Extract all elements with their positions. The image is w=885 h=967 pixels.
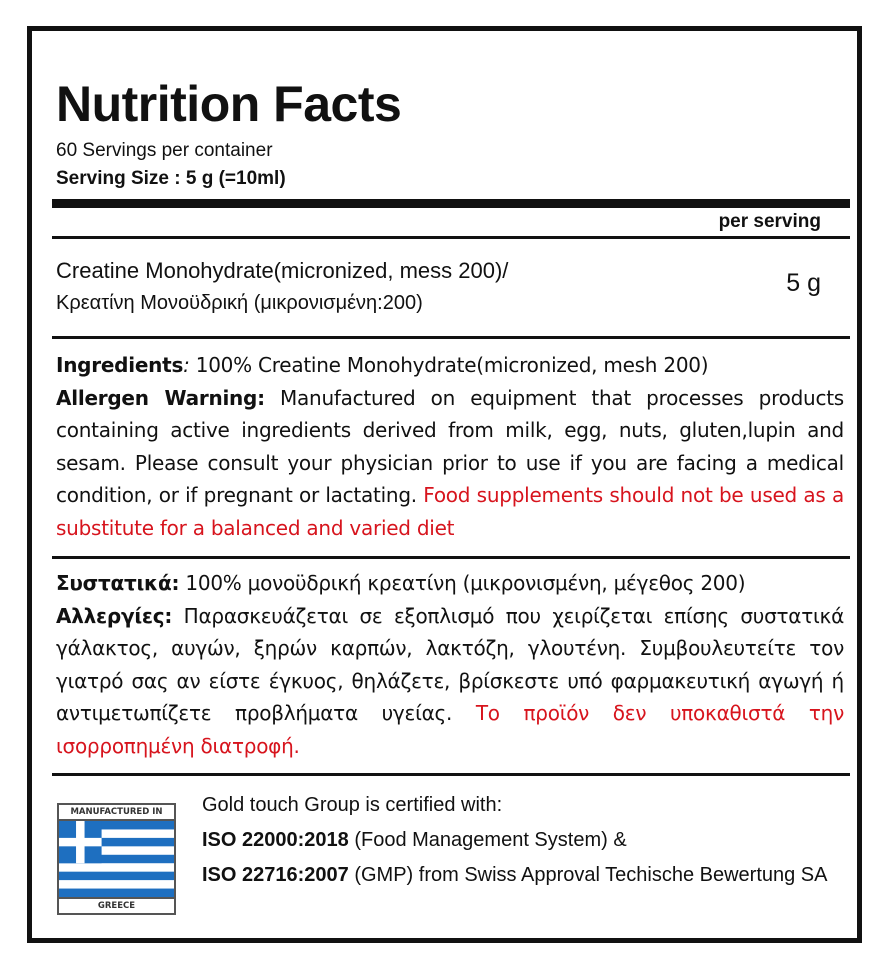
divider <box>52 336 850 339</box>
greek-ingredients-label: Συστατικά: <box>56 571 180 595</box>
english-info-block <box>56 349 844 544</box>
divider <box>52 236 850 239</box>
cert1-desc: (Food Management System) & <box>348 829 627 851</box>
greek-allergen-text: Παρασκευάζεται σε εξοπλισμό που χειρίζεται επίσης συστατικά γάλακτος, αυγών, ξηρών καρπών, λακτόζη, γλουτένη. Συμβουλευτείτε τον γιατρό σας αν είστε έγκυος, θηλάζετε, βρίσκεστε υπό φαρμακευτική αγωγή ή αντιμετωπίζετε προβλήματα υγείας. <box>56 603 844 725</box>
cert2-code: ISO 22716:2007 <box>202 864 349 886</box>
greek-supplement-warning: Το προϊόν δεν υποκαθιστά την ισορροπημένη διατροφή. <box>56 701 844 758</box>
page-title: Nutrition Facts <box>56 76 402 132</box>
certification-line-2 <box>202 858 838 893</box>
greek-allergen-label: Αλλεργίες: <box>56 603 173 628</box>
greek-info-block <box>56 567 844 762</box>
supplement-warning: Food supplements should not be used as a substitute for a balanced and varied diet <box>56 483 844 540</box>
greek-ingredients-text: 100% μονοϋδρική κρεατίνη (μικρονισμένη, μέγεθος 200) <box>179 571 746 595</box>
nutrition-label-box <box>27 26 862 943</box>
allergen-label: Allergen Warning: <box>56 385 265 410</box>
allergen-text: Manufactured on equipment that processes products containing active ingredients derived from milk, egg, nuts, gluten,lupin and sesam. Please consult your physician prior to use if you are facing a medical condition, or if pregnant or lactating. <box>56 385 844 507</box>
servings-per-container: 60 Servings per container <box>56 140 273 161</box>
cert1-code: ISO 22000:2018 <box>202 829 349 851</box>
certification-line-1 <box>202 823 838 858</box>
thick-divider <box>52 199 850 208</box>
badge-bottom-text: GREECE <box>59 897 174 913</box>
nutrient-amount: 5 g <box>786 269 821 297</box>
greece-flag-icon <box>59 821 174 897</box>
per-serving-header: per serving <box>718 211 821 232</box>
ingredients-colon: : <box>183 353 190 377</box>
manufactured-in-badge <box>57 803 176 915</box>
divider <box>52 773 850 776</box>
nutrient-name-en: Creatine Monohydrate(micronized, mess 200)/ <box>56 258 509 283</box>
ingredients-label: Ingredients <box>56 353 184 377</box>
serving-size: Serving Size : 5 g (=10ml) <box>56 168 286 189</box>
nutrient-name-gr: Κρεατίνη Μονοϋδρική (μικρονισμένη:200) <box>56 292 423 314</box>
divider <box>52 556 850 559</box>
cert2-desc: (GMP) from Swiss Approval Techische Bewertung SA <box>348 864 828 886</box>
certification-intro: Gold touch Group is certified with: <box>202 794 503 816</box>
badge-top-text: MANUFACTURED IN <box>59 805 174 821</box>
ingredients-text: 100% Creatine Monohydrate(micronized, mesh 200) <box>189 353 709 377</box>
